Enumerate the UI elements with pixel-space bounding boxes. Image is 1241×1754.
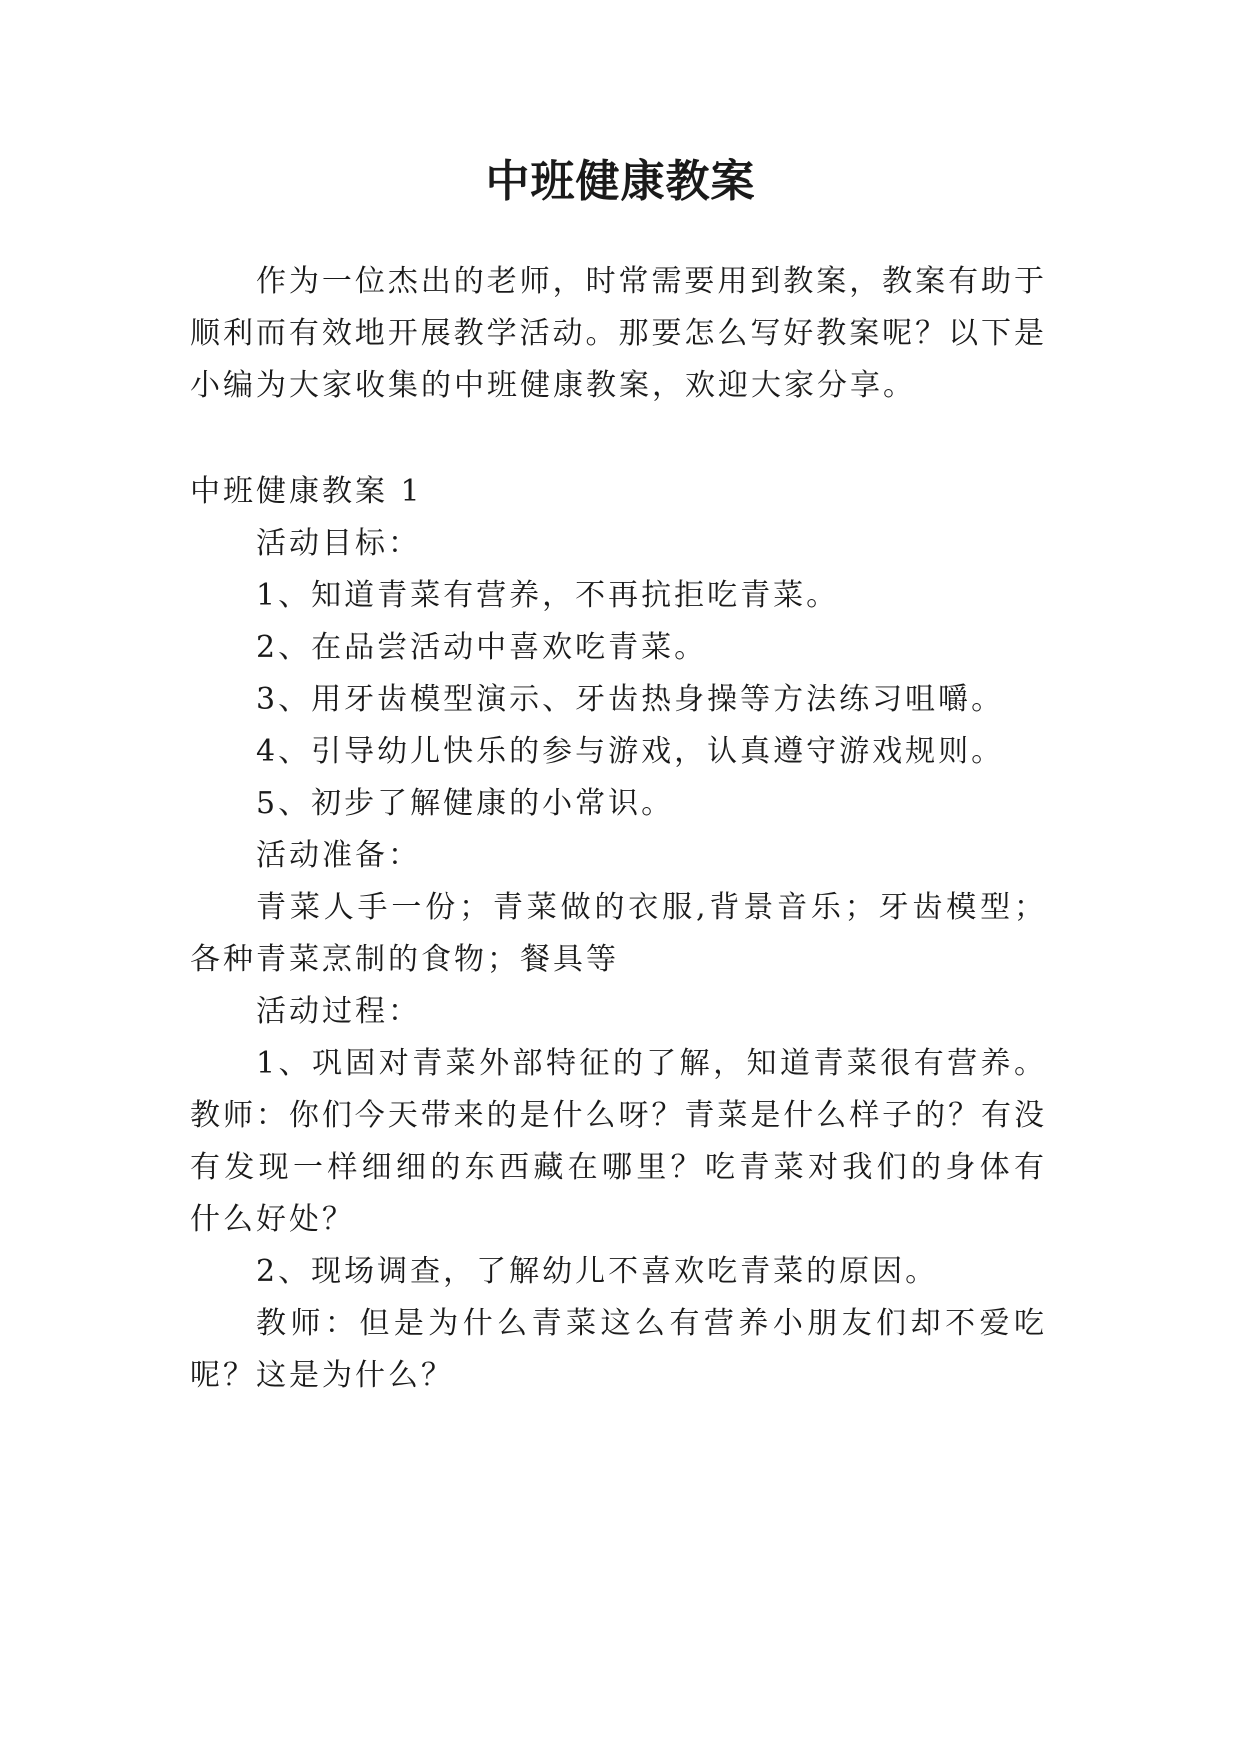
prep-text-line: 各种青菜烹制的食物；餐具等: [190, 942, 619, 977]
section-heading: 中班健康教案 1: [190, 474, 423, 509]
process-step-line: 什么好处？: [190, 1202, 355, 1237]
prep-text-line: 青菜人手一份；青菜做的衣服,背景音乐；牙齿模型；: [256, 890, 1044, 925]
goal-item: 4、引导幼儿快乐的参与游戏，认真遵守游戏规则。: [256, 734, 1005, 769]
prep-label: 活动准备：: [256, 838, 421, 873]
goals-label: 活动目标：: [256, 526, 421, 561]
intro-paragraph-line: 小编为大家收集的中班健康教案，欢迎大家分享。: [190, 368, 916, 403]
intro-paragraph-line: 作为一位杰出的老师，时常需要用到教案，教案有助于: [256, 264, 1044, 299]
process-step-line: 教师：你们今天带来的是什么呀？青菜是什么样子的？有没: [190, 1098, 1044, 1133]
goal-item: 1、知道青菜有营养，不再抗拒吃青菜。: [256, 578, 840, 613]
intro-paragraph-line: 顺利而有效地开展教学活动。那要怎么写好教案呢？以下是: [190, 316, 1044, 351]
goal-item: 2、在品尝活动中喜欢吃青菜。: [256, 630, 708, 665]
process-step-line: 1、巩固对青菜外部特征的了解，知道青菜很有营养。: [256, 1046, 1044, 1081]
goal-item: 5、初步了解健康的小常识。: [256, 786, 675, 821]
document-title: 中班健康教案: [485, 156, 756, 207]
goal-item: 3、用牙齿模型演示、牙齿热身操等方法练习咀嚼。: [256, 682, 1005, 717]
process-label: 活动过程：: [256, 994, 421, 1029]
teacher-dialog-line: 教师：但是为什么青菜这么有营养小朋友们却不爱吃: [256, 1306, 1044, 1341]
teacher-dialog-line: 呢？这是为什么？: [190, 1358, 454, 1393]
process-step-line: 2、现场调查，了解幼儿不喜欢吃青菜的原因。: [256, 1254, 939, 1289]
process-step-line: 有发现一样细细的东西藏在哪里？吃青菜对我们的身体有: [190, 1150, 1044, 1185]
